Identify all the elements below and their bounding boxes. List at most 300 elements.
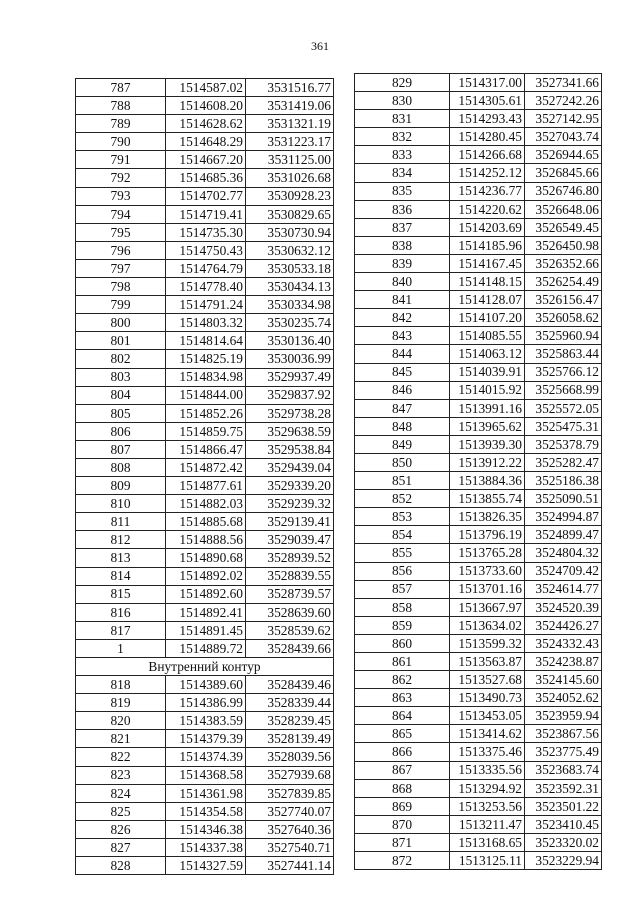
x-coordinate: 1513414.62 — [450, 725, 525, 743]
table-row — [76, 694, 334, 712]
table-row — [76, 712, 334, 730]
y-coordinate: 3529039.47 — [246, 531, 334, 549]
y-coordinate: 3525572.05 — [525, 399, 602, 417]
point-number: 819 — [76, 694, 166, 712]
table-row — [355, 616, 602, 634]
y-coordinate: 3530434.13 — [246, 278, 334, 296]
point-number: 844 — [355, 345, 450, 363]
point-number: 842 — [355, 309, 450, 327]
point-number: 806 — [76, 422, 166, 440]
x-coordinate: 1514750.43 — [166, 241, 246, 259]
y-coordinate: 3530632.12 — [246, 241, 334, 259]
table-row — [76, 748, 334, 766]
y-coordinate: 3526058.62 — [525, 309, 602, 327]
x-coordinate: 1514368.58 — [166, 766, 246, 784]
x-coordinate: 1514203.69 — [450, 218, 525, 236]
y-coordinate: 3528239.45 — [246, 712, 334, 730]
x-coordinate: 1514063.12 — [450, 345, 525, 363]
point-number: 866 — [355, 743, 450, 761]
point-number: 863 — [355, 689, 450, 707]
x-coordinate: 1514346.38 — [166, 820, 246, 838]
table-row — [76, 513, 334, 531]
x-coordinate: 1514834.98 — [166, 368, 246, 386]
y-coordinate: 3525766.12 — [525, 363, 602, 381]
x-coordinate: 1514327.59 — [166, 857, 246, 875]
y-coordinate: 3530235.74 — [246, 314, 334, 332]
y-coordinate: 3529837.92 — [246, 386, 334, 404]
table-row — [355, 345, 602, 363]
y-coordinate: 3529937.49 — [246, 368, 334, 386]
y-coordinate: 3525960.94 — [525, 327, 602, 345]
y-coordinate: 3529239.32 — [246, 495, 334, 513]
point-number: 820 — [76, 712, 166, 730]
point-number: 795 — [76, 223, 166, 241]
table-row — [355, 544, 602, 562]
point-number: 808 — [76, 458, 166, 476]
table-row — [355, 273, 602, 291]
y-coordinate: 3529439.04 — [246, 458, 334, 476]
table-row — [76, 422, 334, 440]
y-coordinate: 3527341.66 — [525, 74, 602, 92]
table-row — [76, 477, 334, 495]
y-coordinate: 3528139.49 — [246, 730, 334, 748]
x-coordinate: 1514844.00 — [166, 386, 246, 404]
table-row — [355, 327, 602, 345]
y-coordinate: 3524899.47 — [525, 526, 602, 544]
y-coordinate: 3529738.28 — [246, 404, 334, 422]
point-number: 822 — [76, 748, 166, 766]
point-number: 857 — [355, 580, 450, 598]
y-coordinate: 3528939.52 — [246, 549, 334, 567]
y-coordinate: 3524238.87 — [525, 653, 602, 671]
y-coordinate: 3525090.51 — [525, 490, 602, 508]
y-coordinate: 3524804.32 — [525, 544, 602, 562]
y-coordinate: 3523683.74 — [525, 761, 602, 779]
y-coordinate: 3527441.14 — [246, 857, 334, 875]
table-row — [76, 676, 334, 694]
table-row — [355, 598, 602, 616]
point-number: 826 — [76, 820, 166, 838]
y-coordinate: 3523320.02 — [525, 833, 602, 851]
table-row — [355, 689, 602, 707]
point-number: 841 — [355, 291, 450, 309]
table-row — [355, 254, 602, 272]
point-number: 787 — [76, 79, 166, 97]
table-row — [76, 169, 334, 187]
y-coordinate: 3526156.47 — [525, 291, 602, 309]
point-number: 814 — [76, 567, 166, 585]
table-row — [355, 291, 602, 309]
point-number: 807 — [76, 440, 166, 458]
x-coordinate: 1513168.65 — [450, 833, 525, 851]
point-number: 811 — [76, 513, 166, 531]
y-coordinate: 3528439.66 — [246, 639, 334, 657]
table-row — [355, 472, 602, 490]
table-row — [355, 562, 602, 580]
point-number: 821 — [76, 730, 166, 748]
y-coordinate: 3528839.55 — [246, 567, 334, 585]
y-coordinate: 3531125.00 — [246, 151, 334, 169]
x-coordinate: 1514305.61 — [450, 92, 525, 110]
y-coordinate: 3528739.57 — [246, 585, 334, 603]
point-number: 788 — [76, 97, 166, 115]
point-number: 804 — [76, 386, 166, 404]
point-number: 809 — [76, 477, 166, 495]
table-row — [76, 79, 334, 97]
point-number: 823 — [76, 766, 166, 784]
table-row — [355, 508, 602, 526]
table-row — [76, 766, 334, 784]
table-row — [76, 567, 334, 585]
point-number: 861 — [355, 653, 450, 671]
y-coordinate: 3529538.84 — [246, 440, 334, 458]
table-row — [76, 621, 334, 639]
x-coordinate: 1514891.45 — [166, 621, 246, 639]
x-coordinate: 1513733.60 — [450, 562, 525, 580]
table-row — [355, 580, 602, 598]
point-number: 810 — [76, 495, 166, 513]
point-number: 800 — [76, 314, 166, 332]
point-number: 846 — [355, 381, 450, 399]
x-coordinate: 1513211.47 — [450, 815, 525, 833]
x-coordinate: 1513884.36 — [450, 472, 525, 490]
x-coordinate: 1514383.59 — [166, 712, 246, 730]
y-coordinate: 3530928.23 — [246, 187, 334, 205]
point-number: 832 — [355, 128, 450, 146]
x-coordinate: 1514889.72 — [166, 639, 246, 657]
point-number: 834 — [355, 164, 450, 182]
y-coordinate: 3523410.45 — [525, 815, 602, 833]
y-coordinate: 3525475.31 — [525, 417, 602, 435]
point-number: 824 — [76, 784, 166, 802]
point-number: 797 — [76, 259, 166, 277]
y-coordinate: 3525282.47 — [525, 453, 602, 471]
point-number: 831 — [355, 110, 450, 128]
y-coordinate: 3531321.19 — [246, 115, 334, 133]
y-coordinate: 3526746.80 — [525, 182, 602, 200]
point-number: 862 — [355, 671, 450, 689]
x-coordinate: 1513667.97 — [450, 598, 525, 616]
y-coordinate: 3526352.66 — [525, 254, 602, 272]
x-coordinate: 1514877.61 — [166, 477, 246, 495]
point-number: 816 — [76, 603, 166, 621]
table-row — [76, 332, 334, 350]
point-number: 839 — [355, 254, 450, 272]
point-number: 794 — [76, 205, 166, 223]
x-coordinate: 1514280.45 — [450, 128, 525, 146]
table-row — [355, 164, 602, 182]
table-row — [76, 549, 334, 567]
table-row — [76, 495, 334, 513]
x-coordinate: 1514220.62 — [450, 200, 525, 218]
point-number: 791 — [76, 151, 166, 169]
y-coordinate: 3524614.77 — [525, 580, 602, 598]
table-row — [76, 205, 334, 223]
point-number: 838 — [355, 236, 450, 254]
table-row — [76, 386, 334, 404]
x-coordinate: 1514866.47 — [166, 440, 246, 458]
point-number: 872 — [355, 852, 450, 870]
y-coordinate: 3525863.44 — [525, 345, 602, 363]
table-row — [76, 730, 334, 748]
table-row — [76, 314, 334, 332]
table-row — [355, 435, 602, 453]
x-coordinate: 1514185.96 — [450, 236, 525, 254]
x-coordinate: 1514778.40 — [166, 278, 246, 296]
x-coordinate: 1514648.29 — [166, 133, 246, 151]
x-coordinate: 1514803.32 — [166, 314, 246, 332]
y-coordinate: 3524145.60 — [525, 671, 602, 689]
point-number: 829 — [355, 74, 450, 92]
table-row — [355, 526, 602, 544]
y-coordinate: 3525668.99 — [525, 381, 602, 399]
x-coordinate: 1514128.07 — [450, 291, 525, 309]
y-coordinate: 3527142.95 — [525, 110, 602, 128]
x-coordinate: 1513453.05 — [450, 707, 525, 725]
point-number: 859 — [355, 616, 450, 634]
x-coordinate: 1514890.68 — [166, 549, 246, 567]
x-coordinate: 1513375.46 — [450, 743, 525, 761]
y-coordinate: 3523592.31 — [525, 779, 602, 797]
y-coordinate: 3530136.40 — [246, 332, 334, 350]
y-coordinate: 3526549.45 — [525, 218, 602, 236]
table-row — [355, 671, 602, 689]
x-coordinate: 1514354.58 — [166, 802, 246, 820]
y-coordinate: 3526845.66 — [525, 164, 602, 182]
y-coordinate: 3528039.56 — [246, 748, 334, 766]
x-coordinate: 1514266.68 — [450, 146, 525, 164]
table-row — [355, 833, 602, 851]
table-row — [76, 350, 334, 368]
x-coordinate: 1514892.41 — [166, 603, 246, 621]
x-coordinate: 1514361.98 — [166, 784, 246, 802]
table-row — [76, 603, 334, 621]
x-coordinate: 1514252.12 — [450, 164, 525, 182]
y-coordinate: 3529638.59 — [246, 422, 334, 440]
y-coordinate: 3527839.85 — [246, 784, 334, 802]
point-number: 850 — [355, 453, 450, 471]
x-coordinate: 1514167.45 — [450, 254, 525, 272]
y-coordinate: 3524332.43 — [525, 634, 602, 652]
point-number: 818 — [76, 676, 166, 694]
y-coordinate: 3528339.44 — [246, 694, 334, 712]
point-number: 853 — [355, 508, 450, 526]
y-coordinate: 3530730.94 — [246, 223, 334, 241]
section-title-inner-contour: Внутренний контур — [76, 658, 334, 676]
table-row — [76, 241, 334, 259]
x-coordinate: 1514236.77 — [450, 182, 525, 200]
point-number: 836 — [355, 200, 450, 218]
x-coordinate: 1514702.77 — [166, 187, 246, 205]
y-coordinate: 3523775.49 — [525, 743, 602, 761]
table-row — [76, 151, 334, 169]
table-row — [355, 779, 602, 797]
x-coordinate: 1513563.87 — [450, 653, 525, 671]
x-coordinate: 1514825.19 — [166, 350, 246, 368]
x-coordinate: 1513634.02 — [450, 616, 525, 634]
x-coordinate: 1514814.64 — [166, 332, 246, 350]
point-number: 858 — [355, 598, 450, 616]
y-coordinate: 3526648.06 — [525, 200, 602, 218]
point-number: 827 — [76, 838, 166, 856]
table-row — [355, 797, 602, 815]
x-coordinate: 1514735.30 — [166, 223, 246, 241]
point-number: 1 — [76, 639, 166, 657]
table-row — [355, 146, 602, 164]
point-number: 852 — [355, 490, 450, 508]
x-coordinate: 1513765.28 — [450, 544, 525, 562]
y-coordinate: 3531516.77 — [246, 79, 334, 97]
y-coordinate: 3527540.71 — [246, 838, 334, 856]
point-number: 851 — [355, 472, 450, 490]
point-number: 870 — [355, 815, 450, 833]
table-row — [76, 802, 334, 820]
table-row — [355, 453, 602, 471]
point-number: 815 — [76, 585, 166, 603]
point-number: 865 — [355, 725, 450, 743]
x-coordinate: 1513335.56 — [450, 761, 525, 779]
table-row — [76, 97, 334, 115]
table-row — [76, 531, 334, 549]
point-number: 799 — [76, 296, 166, 314]
table-row — [355, 363, 602, 381]
point-number: 845 — [355, 363, 450, 381]
x-coordinate: 1514667.20 — [166, 151, 246, 169]
x-coordinate: 1514374.39 — [166, 748, 246, 766]
table-row — [76, 223, 334, 241]
x-coordinate: 1513527.68 — [450, 671, 525, 689]
y-coordinate: 3527242.26 — [525, 92, 602, 110]
y-coordinate: 3524994.87 — [525, 508, 602, 526]
x-coordinate: 1514015.92 — [450, 381, 525, 399]
table-row — [76, 784, 334, 802]
point-number: 837 — [355, 218, 450, 236]
table-row — [76, 458, 334, 476]
x-coordinate: 1514719.41 — [166, 205, 246, 223]
table-row — [355, 182, 602, 200]
x-coordinate: 1514882.03 — [166, 495, 246, 513]
table-row — [355, 236, 602, 254]
y-coordinate: 3523959.94 — [525, 707, 602, 725]
y-coordinate: 3528539.62 — [246, 621, 334, 639]
y-coordinate: 3530334.98 — [246, 296, 334, 314]
x-coordinate: 1514852.26 — [166, 404, 246, 422]
x-coordinate: 1513294.92 — [450, 779, 525, 797]
point-number: 867 — [355, 761, 450, 779]
x-coordinate: 1514859.75 — [166, 422, 246, 440]
table-row — [76, 857, 334, 875]
y-coordinate: 3527740.07 — [246, 802, 334, 820]
x-coordinate: 1513991.16 — [450, 399, 525, 417]
point-number: 796 — [76, 241, 166, 259]
y-coordinate: 3524520.39 — [525, 598, 602, 616]
x-coordinate: 1514293.43 — [450, 110, 525, 128]
table-row — [76, 278, 334, 296]
x-coordinate: 1514107.20 — [450, 309, 525, 327]
x-coordinate: 1514317.00 — [450, 74, 525, 92]
x-coordinate: 1514888.56 — [166, 531, 246, 549]
point-number: 813 — [76, 549, 166, 567]
y-coordinate: 3530829.65 — [246, 205, 334, 223]
point-number: 789 — [76, 115, 166, 133]
table-row — [355, 634, 602, 652]
point-number: 864 — [355, 707, 450, 725]
point-number: 868 — [355, 779, 450, 797]
table-row — [355, 74, 602, 92]
point-number: 833 — [355, 146, 450, 164]
y-coordinate: 3528639.60 — [246, 603, 334, 621]
x-coordinate: 1514791.24 — [166, 296, 246, 314]
table-row — [355, 490, 602, 508]
table-row — [76, 296, 334, 314]
y-coordinate: 3524426.27 — [525, 616, 602, 634]
y-coordinate: 3525186.38 — [525, 472, 602, 490]
x-coordinate: 1514764.79 — [166, 259, 246, 277]
point-number: 847 — [355, 399, 450, 417]
y-coordinate: 3531223.17 — [246, 133, 334, 151]
table-row — [355, 743, 602, 761]
point-number: 812 — [76, 531, 166, 549]
table-row — [355, 761, 602, 779]
x-coordinate: 1513253.56 — [450, 797, 525, 815]
table-row — [76, 115, 334, 133]
x-coordinate: 1513855.74 — [450, 490, 525, 508]
x-coordinate: 1514039.91 — [450, 363, 525, 381]
table-row — [76, 404, 334, 422]
table-row — [76, 820, 334, 838]
y-coordinate: 3526450.98 — [525, 236, 602, 254]
coordinates-table-left — [75, 78, 334, 875]
point-number: 793 — [76, 187, 166, 205]
table-row — [76, 585, 334, 603]
y-coordinate: 3524052.62 — [525, 689, 602, 707]
x-coordinate: 1513490.73 — [450, 689, 525, 707]
page-number: 361 — [311, 39, 329, 53]
table-row — [355, 417, 602, 435]
x-coordinate: 1514389.60 — [166, 676, 246, 694]
table-row — [355, 399, 602, 417]
point-number: 871 — [355, 833, 450, 851]
table-row — [355, 200, 602, 218]
point-number: 848 — [355, 417, 450, 435]
table-row — [355, 92, 602, 110]
x-coordinate: 1514379.39 — [166, 730, 246, 748]
table-row — [355, 309, 602, 327]
table-row — [355, 725, 602, 743]
x-coordinate: 1513796.19 — [450, 526, 525, 544]
point-number: 840 — [355, 273, 450, 291]
table-row — [76, 440, 334, 458]
table-row — [355, 381, 602, 399]
x-coordinate: 1513912.22 — [450, 453, 525, 471]
table-row — [76, 259, 334, 277]
point-number: 803 — [76, 368, 166, 386]
x-coordinate: 1514872.42 — [166, 458, 246, 476]
y-coordinate: 3527640.36 — [246, 820, 334, 838]
x-coordinate: 1514685.36 — [166, 169, 246, 187]
x-coordinate: 1513599.32 — [450, 634, 525, 652]
point-number: 854 — [355, 526, 450, 544]
x-coordinate: 1513701.16 — [450, 580, 525, 598]
point-number: 855 — [355, 544, 450, 562]
table-row — [355, 128, 602, 146]
x-coordinate: 1514892.60 — [166, 585, 246, 603]
y-coordinate: 3523867.56 — [525, 725, 602, 743]
point-number: 792 — [76, 169, 166, 187]
y-coordinate: 3528439.46 — [246, 676, 334, 694]
point-number: 843 — [355, 327, 450, 345]
x-coordinate: 1514085.55 — [450, 327, 525, 345]
